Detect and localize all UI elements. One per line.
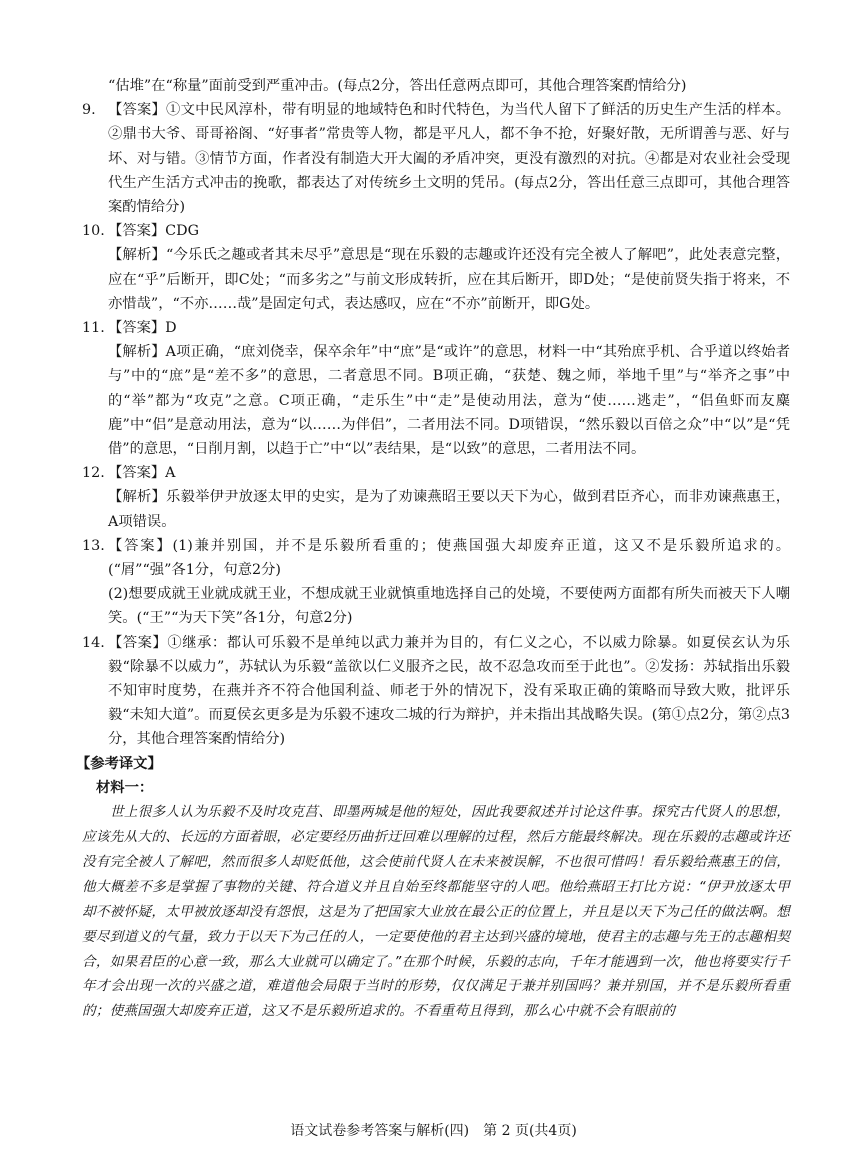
page-footer: 语文试卷参考答案与解析(四) 第 2 页(共4页) — [290, 1123, 577, 1139]
analysis-text: 【解析】乐毅举伊尹放逐太甲的史实，是为了劝谏燕昭王要以天下为心，做到君臣齐心，而非劝谏燕惠王，A项错误。 — [108, 489, 790, 530]
answer-text: 【答案】①文中民风淳朴，带有明显的地域特色和时代特色，为当代人留下了鲜活的历史生产生活的样本。②鼎书大爷、哥哥裕阁、“好事者”常贵等人物，都是平凡人，都不争不抢，好聚好散，无所谓善与恶、好与坏、对与错。③情节方面，作者没有制造大开大阖的矛盾冲突，更没有激烈的对抗。④都是对农业社会受现代生产生活方式冲击的挽歌，都表达了对传统乡土文明的凭吊。(每点2分，答出任意三点即可，其他合理答案酌情给分) — [108, 102, 790, 216]
answer-item-10 — [82, 219, 790, 316]
q8-tail: “估堆”在“称量”面前受到严重冲击。(每点2分，答出任意两点即可，其他合理答案酌情给分) — [108, 78, 687, 94]
answer-text: 【答案】D — [108, 320, 177, 337]
answer-item-9 — [82, 98, 790, 219]
analysis-text: 【解析】“今乐氏之趣或者其未尽乎”意思是“现在乐毅的志趣或许还没有完全被人了解吧”，此处表意完整，应在“乎”后断开，即C处；“而多劣之”与前文形成转折，应在其后断开，即D处；“是使前贤失指于将来，不亦惜哉”，“不亦……哉”是固定句式，表达感叹，应在“不亦”前断开，即G处。 — [108, 247, 790, 312]
item-number: 11. — [82, 320, 105, 337]
item-number: 13. — [82, 537, 105, 554]
answer-text: 【答案】(1)兼并别国，并不是乐毅所看重的；使燕国强大却废弃正道，这又不是乐毅所追求的。(“屑”“强”各1分，句意2分) — [108, 537, 790, 579]
analysis-text: 【解析】A项正确，“庶刘侥幸，保卒余年”中“庶”是“或许”的意思，材料一中“其殆庶乎机、合乎道以终始者与”中的“庶”是“差不多”的意思，二者意思不同。B项正确，“获楚、魏之师，举地千里”与“举齐之事”中的“举”都为“攻克”之意。C项正确，“走乐生”中“走”是使动用法，意为“使……逃走”，“侣鱼虾而友麋鹿”中“侣”是意动用法，意为“以……为伴侣”，二者用法不同。D项错误，“然乐毅以百倍之众”中“以”是“凭借”的意思，“日削月割，以趋于亡”中“以”表结果，是“以致”的意思，二者用法不同。 — [108, 344, 790, 458]
reference-translation-title: 【参考译文】 — [76, 755, 162, 772]
translation-text: 世上很多人认为乐毅不及时攻克莒、即墨两城是他的短处，因此我要叙述并讨论这件事。探究古代贤人的思想，应该先从大的、长远的方面着眼，必定要经历曲折迂回难以理解的过程，然后方能最终解决。现在乐毅的志趣或许还没有完全被人了解吧，然而很多人却贬低他，这会使前代贤人在未来被误解，不也很可惜吗！看乐毅给燕惠王的信，他大概差不多是掌握了事物的关键、符合道义并且自始至终都能坚守的人吧。他给燕昭王打比方说：“伊尹放逐太甲却不被怀疑，太甲被放逐却没有怨恨，这是为了把国家大业放在最公正的位置上，并且是以天下为己任的做法啊。想要尽到道义的气量，致力于以天下为己任的人，一定要使他的君主达到兴盛的境地，使君主的志趣与先王的志趣相契合，如果君臣的心意一致，那么大业就可以确定了。”在那个时候，乐毅的志向，千年才能遇到一次，他也将要实行千年才会出现一次的兴盛之道，难道他会局限于当时的形势，仅仅满足于兼并别国吗？兼并别国，并不是乐毅所看重的；使燕国强大却废弃正道，这又不是乐毅所追求的。不看重苟且得到，那么心中就不会有眼前的 — [82, 804, 790, 1020]
answer-item-14 — [82, 631, 790, 752]
answer-item-11 — [82, 316, 790, 461]
item-number: 12. — [82, 465, 105, 482]
answer-text: 【答案】①继承：都认可乐毅不是单纯以武力兼并为目的，有仁义之心，不以威力除暴。如夏侯玄认为乐毅“除暴不以威力”，苏轼认为乐毅“盖欲以仁义服齐之民，故不忍急攻而至于此也”。②发扬：苏轼指出乐毅不知审时度势，在燕并齐不符合他国利益、师老于外的情况下，没有采取正确的策略而导致大败，批评乐毅“未知大道”。而夏侯玄更多是为乐毅不速攻二城的行为辩护，并未指出其战略失误。(第①点2分，第②点3分，其他合理答案酌情给分) — [108, 634, 790, 748]
answer-text-2: (2)想要成就王业就成就王业，不想成就王业就慎重地选择自己的处境，不要使两方面都有所失而被天下人嘲笑。(“王”“为天下笑”各1分，句意2分) — [108, 586, 790, 627]
item-number: 9. — [82, 102, 96, 119]
answer-item-12 — [82, 461, 790, 534]
item-number: 10. — [82, 223, 105, 240]
material-one-label: 材料一： — [96, 779, 154, 796]
answer-item-13 — [82, 534, 790, 631]
item-number: 14. — [82, 634, 105, 651]
answer-content — [76, 74, 790, 1024]
answer-text: 【答案】CDG — [108, 223, 200, 240]
answer-text: 【答案】A — [108, 465, 176, 482]
